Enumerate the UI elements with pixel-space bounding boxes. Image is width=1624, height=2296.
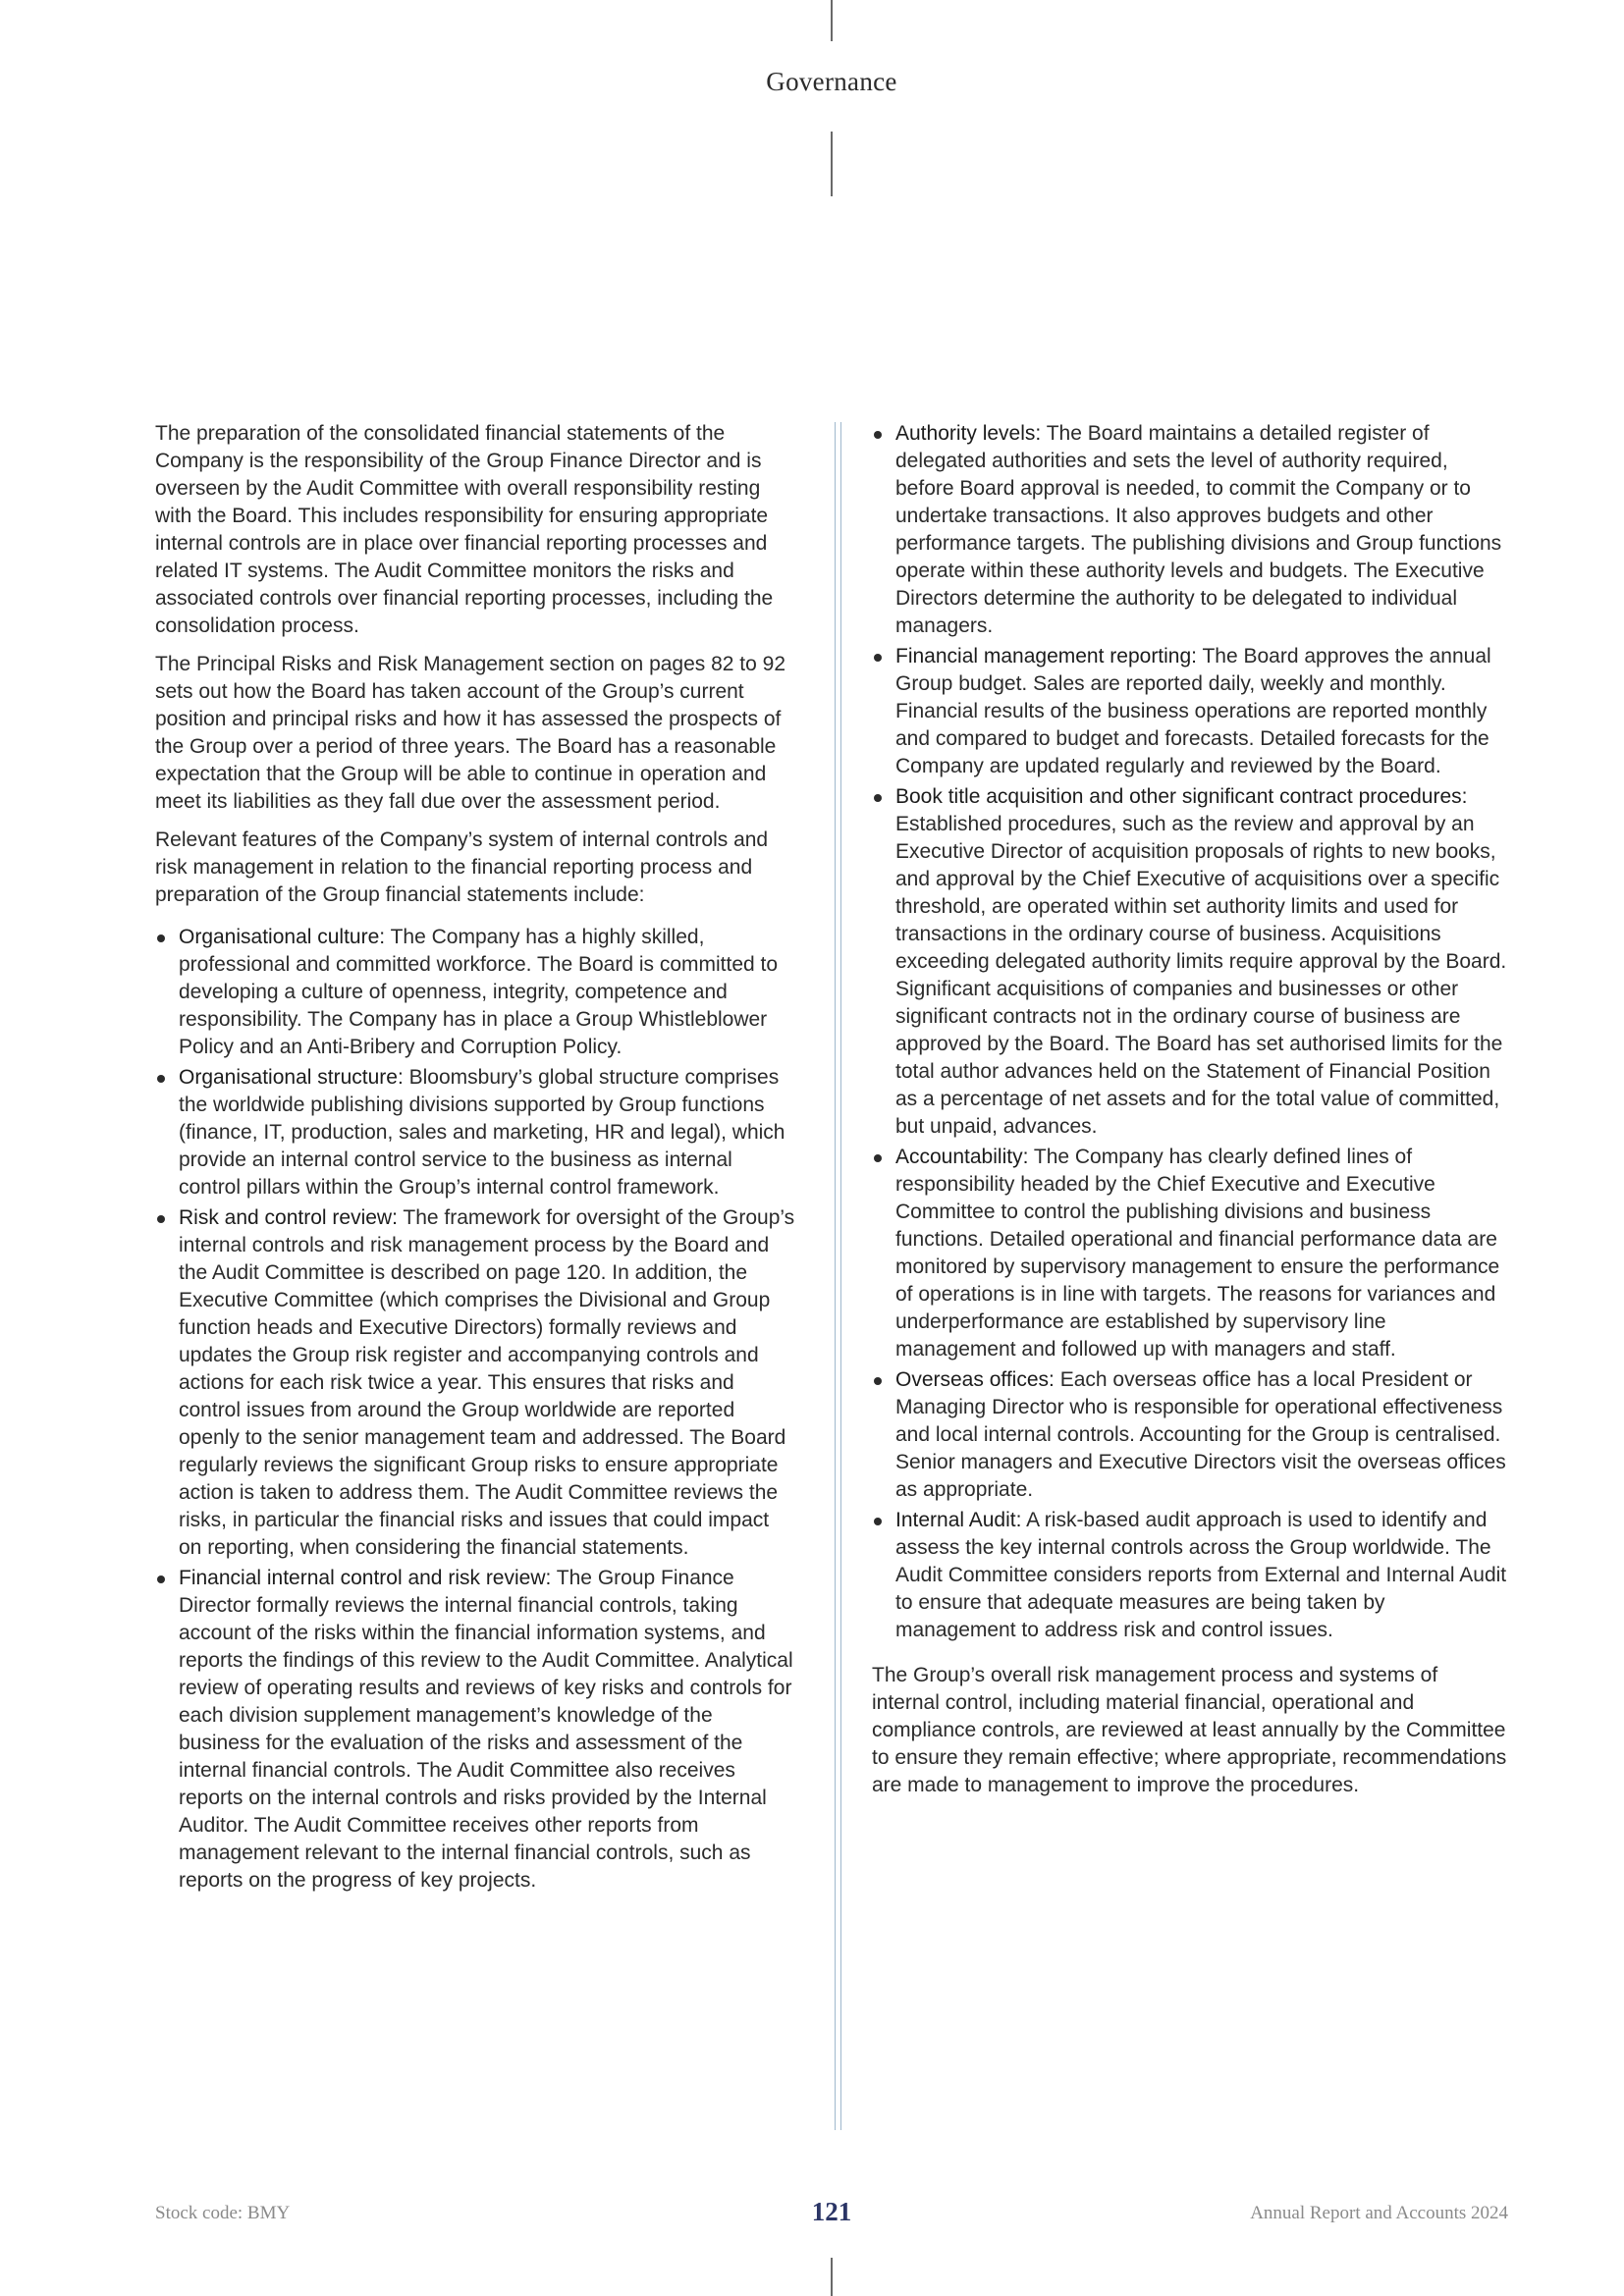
bullet-financial-management-reporting: [872, 643, 1508, 780]
column-divider-line: [835, 422, 836, 2130]
bullet-lead: Risk and control review:: [179, 1206, 398, 1229]
bullet-lead: Financial internal control and risk review:: [179, 1567, 552, 1589]
right-column: [872, 420, 1508, 1810]
bullet-lead: Accountability:: [895, 1146, 1029, 1168]
bullet-text: The Board maintains a detailed register of delegated authorities and sets the level of authority required, before Board approval is needed, to commit the Company or to undertake transactions. It also approves budgets and other performance targets. The publishing divisions and Group functions operate within these authority levels and budgets. The Executive Directors determine the authority to be delegated to individual managers.: [895, 422, 1502, 637]
bullet-lead: Financial management reporting:: [895, 645, 1198, 667]
intro-paragraph: The preparation of the consolidated financial statements of the Company is the responsibility of the Group Finance Director and is overseen by the Audit Committee with overall responsibility resting with the Board. This includes responsibility for ensuring appropriate internal controls are in place over financial reporting processes and related IT systems. The Audit Committee monitors the risks and associated controls over financial reporting processes, including the consolidation process.: [155, 422, 774, 637]
principal-risks-paragraph: The Principal Risks and Risk Management section on pages 82 to 92 sets out how the Board has taken account of the Group’s current position and principal risks and how it has assessed the prospects of the Group over a period of three years. The Board has a reasonable expectation that the Group will be able to continue in operation and meet its liabilities as they fall due over the assessment period.: [155, 653, 786, 813]
left-column: [155, 420, 795, 1897]
left-bullet-list: [155, 924, 795, 1895]
bullet-lead: Organisational structure:: [179, 1066, 404, 1089]
bullet-text: The Group Finance Director formally reviews the internal financial controls, taking account of the risks within the financial information systems, and reports the findings of this review to the Audit Committee. Analytical review of operating results and reviews of key risks and controls for each division supplement management’s knowledge of the business for the evaluation of the risks and assessment of the internal financial controls. The Audit Committee also receives reports on the internal controls and risks provided by the Internal Auditor. The Audit Committee receives other reports from management relevant to the internal financial controls, such as reports on the progress of key projects.: [179, 1567, 793, 1892]
bullet-financial-internal-control: [155, 1565, 795, 1895]
stock-code: Stock code: BMY: [155, 2203, 291, 2223]
bottom-rule: [831, 2258, 833, 2296]
right-bullet-list: [872, 420, 1508, 1644]
bullet-lead: Authority levels:: [895, 422, 1042, 445]
relevant-features-paragraph: Relevant features of the Company’s system of internal controls and risk management in relation to the financial reporting process and preparation of the Group financial statements include:: [155, 828, 769, 906]
bullet-text: Established procedures, such as the review and approval by an Executive Director of acquisition proposals of rights to new books, and approval by the Chief Executive of acquisitions over a specific threshold, are operated within set authority limits and used for transactions in the ordinary course of business. Acquisitions exceeding delegated authority limits require approval by the Board. Significant acquisitions of companies and businesses or other significant contracts not in the ordinary course of business are approved by the Board. The Board has set authorised limits for the total author advances held on the Statement of Financial Position as a percentage of net assets and for the total value of committed, but unpaid, advances.: [895, 813, 1507, 1138]
bullet-text: The framework for oversight of the Group’s internal controls and risk management process by the Board and the Audit Committee is described on page 120. In addition, the Executive Committee (which comprises the Divisional and Group function heads and Executive Directors) formally reviews and updates the Group risk register and accompanying controls and actions for each risk twice a year. This ensures that risks and control issues from around the Group worldwide are reported openly to the senior management team and addressed. The Board regularly reviews the significant Group risks to ensure appropriate action is taken to address them. The Audit Committee reviews the risks, in particular the financial risks and issues that could impact on reporting, when considering the financial statements.: [179, 1206, 795, 1559]
bullet-text: Bloomsbury’s global structure comprises the worldwide publishing divisions supported by Group functions (finance, IT, production, sales and marketing, HR and legal), which provide an internal control service to the business as internal control pillars within the Group’s internal control framework.: [179, 1066, 785, 1199]
section-title: Governance: [766, 67, 897, 96]
bullet-accountability: [872, 1144, 1508, 1363]
bullet-authority-levels: [872, 420, 1508, 640]
bullet-organisational-culture: [155, 924, 795, 1061]
bullet-text: A risk-based audit approach is used to identify and assess the key internal controls across the Group worldwide. The Audit Committee considers reports from External and Internal Audit to ensure that adequate measures are being taken by management to address risk and control issues.: [895, 1509, 1507, 1641]
closing-paragraph: The Group’s overall risk management process and systems of internal control, including material financial, operational and compliance controls, are reviewed at least annually by the Committee to ensure they remain effective; where appropriate, recommendations are made to management to improve the procedures.: [872, 1664, 1507, 1796]
bullet-text: The Company has clearly defined lines of responsibility headed by the Chief Executive and Executive Committee to control the publishing divisions and business functions. Detailed operational and financial performance data are monitored by supervisory management to ensure the performance of operations is in line with targets. The reasons for variances and underperformance are established by supervisory line management and followed up with managers and staff.: [895, 1146, 1500, 1361]
top-rule-lower: [831, 132, 833, 196]
page-number: 121: [811, 2197, 852, 2226]
bullet-lead: Organisational culture:: [179, 926, 386, 948]
bullet-internal-audit: [872, 1507, 1508, 1644]
bullet-text: Each overseas office has a local President or Managing Director who is responsible for operational effectiveness and local internal controls. Accounting for the Group is centralised. Senior managers and Executive Directors visit the overseas offices as appropriate.: [895, 1368, 1506, 1501]
bullet-lead: Overseas offices:: [895, 1368, 1055, 1391]
bullet-organisational-structure: [155, 1064, 795, 1201]
bullet-overseas-offices: [872, 1366, 1508, 1504]
bullet-text: The Board approves the annual Group budget. Sales are reported daily, weekly and monthly. Financial results of the business operations are reported monthly and compared to budget and forecasts. Detailed forecasts for the Company are updated regularly and reviewed by the Board.: [895, 645, 1491, 777]
report-title: Annual Report and Accounts 2024: [1250, 2203, 1508, 2223]
bullet-lead: Internal Audit:: [895, 1509, 1022, 1531]
bullet-text: The Company has a highly skilled, professional and committed workforce. The Board is committed to developing a culture of openness, integrity, competence and responsibility. The Company has in place a Group Whistleblower Policy and an Anti-Bribery and Corruption Policy.: [179, 926, 779, 1058]
bullet-lead: Book title acquisition and other significant contract procedures:: [895, 785, 1468, 808]
bullet-risk-and-control-review: [155, 1204, 795, 1562]
column-divider-line: [840, 422, 841, 2130]
top-rule-upper: [831, 0, 833, 41]
bullet-book-title-acquisition: [872, 783, 1508, 1141]
